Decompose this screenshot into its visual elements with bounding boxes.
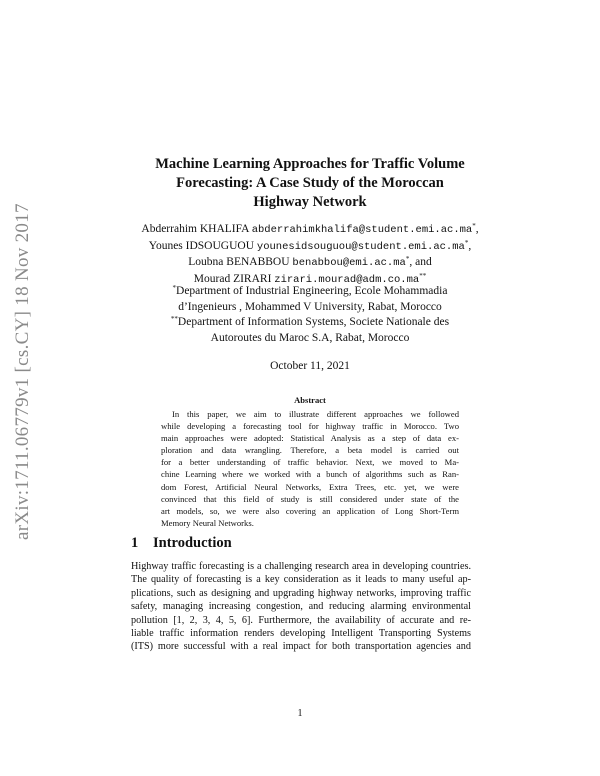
affiliation-text: Department of Information Systems, Societe Nationale des bbox=[177, 316, 450, 328]
author-separator: , bbox=[468, 239, 472, 252]
abstract-line: Memory Neural Networks. bbox=[161, 517, 254, 528]
affiliation-mark: * bbox=[405, 255, 410, 263]
author-line bbox=[110, 255, 510, 272]
author-email: zirari.mourad@adm.co.ma bbox=[274, 273, 420, 286]
author-email: abderrahimkhalifa@student.emi.ac.ma bbox=[251, 224, 473, 236]
author-name: Abderrahim KHALIFA bbox=[141, 223, 249, 235]
abstract-line: ploration and data wrangling. Therefore, a beta model is carried out bbox=[161, 445, 459, 456]
author-name: Loubna BENABBOU bbox=[188, 256, 290, 268]
body-line: Highway traffic forecasting is a challenging research area in developing countries. bbox=[131, 561, 471, 572]
affiliation-line bbox=[110, 284, 510, 300]
affiliation-mark: * bbox=[172, 284, 177, 292]
title-line: Highway Network bbox=[253, 194, 367, 210]
author-email: younesidsouguou@student.emi.ac.ma bbox=[256, 240, 465, 253]
page-number: 1 bbox=[297, 708, 303, 719]
affiliation-text: Department of Industrial Engineering, Ecole Mohammadia bbox=[176, 285, 448, 297]
abstract-heading: Abstract bbox=[294, 395, 326, 405]
abstract-line: chine Learning where we worked with a bunch of algorithms such as Ran- bbox=[161, 469, 459, 480]
author-line bbox=[110, 239, 510, 256]
abstract-line: dom Forest, Artificial Neural Networks, Extra Trees, etc. yet, we were bbox=[161, 481, 459, 492]
body-line: liable traffic information renders developing Intelligent Transporting Systems bbox=[131, 628, 471, 640]
introduction-body bbox=[131, 560, 471, 654]
body-line: The quality of forecasting is a key consideration as it leads to many useful ap- bbox=[131, 574, 471, 586]
body-line: pollution [1, 2, 3, 4, 5, 6]. Furthermore, the availability of accurate and re- bbox=[131, 614, 471, 626]
title-line: Machine Learning Approaches for Traffic Volume bbox=[155, 156, 465, 172]
author-block bbox=[110, 222, 510, 288]
affiliation-mark: * bbox=[472, 222, 476, 230]
affiliation-line: d’Ingenieurs , Mohammed V University, Rabat, Morocco bbox=[178, 300, 442, 313]
author-separator: , bbox=[475, 223, 479, 235]
abstract-body bbox=[161, 408, 459, 529]
author-name: Younes IDSOUGUOU bbox=[148, 239, 255, 252]
body-line: plications, such as designing and upgrading highway networks, improving traffic bbox=[131, 587, 471, 599]
author-separator: , and bbox=[409, 256, 432, 268]
arxiv-identifier: arXiv:1711.06779v1 [cs.CY] 18 Nov 2017 bbox=[12, 203, 33, 540]
author-line bbox=[110, 222, 510, 239]
abstract-line: main approaches were adopted: Statistical Analysis as a step of data ex- bbox=[161, 433, 459, 444]
section-number: 1 bbox=[131, 535, 139, 551]
abstract-line: In this paper, we aim to illustrate different approaches we followed bbox=[172, 409, 459, 419]
section-heading bbox=[131, 535, 232, 552]
abstract-line: art models, so, we were also covering an application of Long Short-Term bbox=[161, 505, 459, 516]
affiliation-block bbox=[110, 284, 510, 346]
affiliation-mark: * bbox=[464, 238, 469, 247]
author-name: Mourad ZIRARI bbox=[193, 272, 272, 285]
paper-title bbox=[120, 155, 500, 212]
affiliation-mark: ** bbox=[170, 315, 178, 323]
affiliation-line: Autoroutes du Maroc S.A, Rabat, Morocco bbox=[210, 331, 410, 344]
section-title: Introduction bbox=[153, 535, 232, 551]
title-line: Forecasting: A Case Study of the Moroccan bbox=[176, 175, 444, 191]
abstract-line: for a better understanding of traffic behavior. Next, we moved to Ma- bbox=[161, 457, 459, 468]
affiliation-line bbox=[110, 315, 510, 331]
abstract-line: while developing a forecasting tool for highway traffic in Morocco. Two bbox=[161, 421, 459, 432]
affiliation-mark: ** bbox=[419, 271, 427, 280]
paper-date: October 11, 2021 bbox=[270, 360, 350, 372]
body-line: (ITS) more successful with a real impact for both transportation agencies and bbox=[131, 641, 471, 653]
body-line: safety, managing increasing congestion, and reducing alarming environmental bbox=[131, 601, 471, 613]
author-email: benabbou@emi.ac.ma bbox=[292, 257, 406, 269]
abstract-line: convinced that this field of study is still considered under state of the bbox=[161, 493, 459, 504]
